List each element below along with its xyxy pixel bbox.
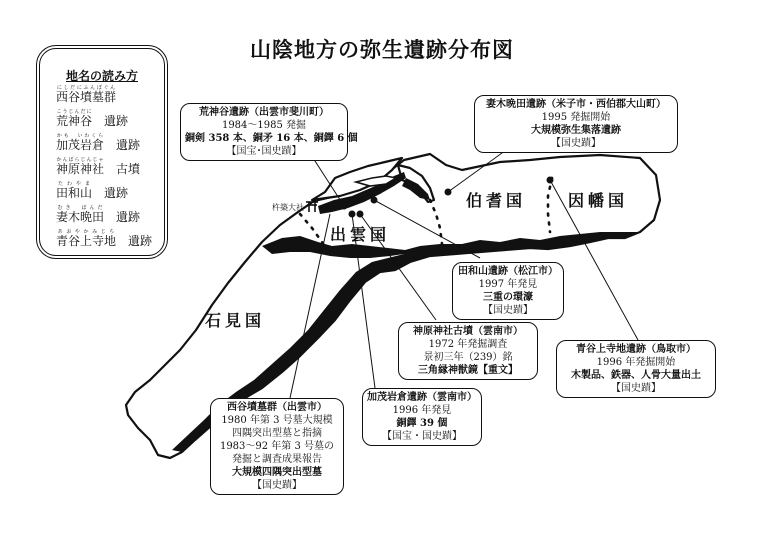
reading-legend xyxy=(36,45,168,259)
callout-kojindani-date: 1984～1985 発掘 xyxy=(221,120,307,131)
callout-nishidani-line3: 1983～92 年第 3 号墓の xyxy=(219,441,335,452)
callout-tawayama-status: 【国史蹟】 xyxy=(483,305,533,316)
callout-aoya-status: 【国史蹟】 xyxy=(611,383,661,394)
callout-kanbara xyxy=(398,322,538,380)
callout-kamo-name: 加茂岩倉遺跡（雲南市） xyxy=(367,392,477,403)
callout-tawayama xyxy=(452,262,564,320)
province-hoki: 伯耆国 xyxy=(466,191,527,210)
callout-aoya xyxy=(556,340,716,398)
callout-kanbara-date: 1972 年発掘調査 xyxy=(428,339,508,350)
province-inaba: 因幡国 xyxy=(568,191,629,210)
callout-nishidani-status: 【国史蹟】 xyxy=(252,480,302,491)
province-izumo: 出雲国 xyxy=(330,225,391,244)
kizuki-taisha-label: 杵築大社 xyxy=(272,203,304,212)
callout-kojindani-status: 【国宝･国史蹟】 xyxy=(226,146,302,157)
callout-kanbara-inscription: 景初三年（239）銘 xyxy=(423,352,513,363)
callout-mukibanda-status: 【国史蹟】 xyxy=(551,138,601,149)
callout-kamo xyxy=(362,388,482,446)
callout-nishidani-line2: 四隅突出型墓と指摘 xyxy=(232,428,322,439)
callout-kamo-date: 1996 年発見 xyxy=(392,405,452,416)
callout-aoya-finds: 木製品、鉄器、人骨大量出土 xyxy=(571,370,701,381)
callout-kojindani-finds: 銅剣 358 本、銅矛 16 本、銅鐸 6 個 xyxy=(185,133,358,144)
callout-mukibanda-date: 1995 発掘開始 xyxy=(541,112,611,123)
callout-nishidani-name: 西谷墳墓群（出雲市） xyxy=(227,402,327,413)
province-iwami: 石見国 xyxy=(205,311,266,330)
callout-mukibanda-name: 妻木晩田遺跡（米子市・西伯郡大山町） xyxy=(486,99,666,110)
callout-kojindani-name: 荒神谷遺跡（出雲市斐川町） xyxy=(199,107,329,118)
site-nishidani-marker xyxy=(335,201,342,208)
legend-item-tawayama: 田和山たわやま 遺跡 xyxy=(56,181,129,200)
callout-nishidani-line1: 1980 年第 3 号墓大規模 xyxy=(221,415,333,426)
map-title: 山陰地方の弥生遺跡分布図 xyxy=(250,37,514,62)
callout-kojindani xyxy=(180,103,358,161)
callout-kamo-finds: 銅鐸 39 個 xyxy=(396,418,448,429)
callout-tawayama-date: 1997 年発見 xyxy=(478,279,538,290)
callout-mukibanda-finds: 大規模弥生集落遺跡 xyxy=(531,125,621,136)
legend-item-mukibanda: 妻木晩田むき ばんだ 遺跡 xyxy=(56,205,141,224)
legend-item-nishidani: 西谷墳墓群にしだにふんぼぐん xyxy=(56,85,117,104)
legend-item-kanbara: 神原神社かんばらじんじゃ 古墳 xyxy=(56,157,141,176)
callout-kamo-status: 【国宝・国史蹟】 xyxy=(382,431,462,442)
legend-item-aoya: 青谷上寺地あおやかみじち 遺跡 xyxy=(56,229,153,248)
legend-title: 地名の読み方 xyxy=(65,69,138,83)
callout-aoya-date: 1996 年発掘開始 xyxy=(596,357,676,368)
callout-nishidani-line4: 発掘と調査成果報告 xyxy=(232,454,322,465)
callout-kanbara-name: 神原神社古墳（雲南市） xyxy=(413,326,523,337)
callout-aoya-name: 青谷上寺地遺跡（鳥取市） xyxy=(576,344,696,355)
legend-item-kamo: 加茂岩倉かも いわくら 遺跡 xyxy=(56,133,141,152)
callout-nishidani xyxy=(210,398,344,495)
callout-tawayama-finds: 三重の環濠 xyxy=(483,292,533,303)
callout-kanbara-mirror: 三角縁神獣鏡【重文】 xyxy=(418,365,518,376)
legend-item-kojindani: 荒神谷こうじんだに 遺跡 xyxy=(56,109,129,128)
callout-tawayama-name: 田和山遺跡（松江市） xyxy=(458,266,558,277)
callout-nishidani-line5: 大規模四隅突出型墓 xyxy=(232,467,322,478)
callout-mukibanda xyxy=(474,95,678,153)
